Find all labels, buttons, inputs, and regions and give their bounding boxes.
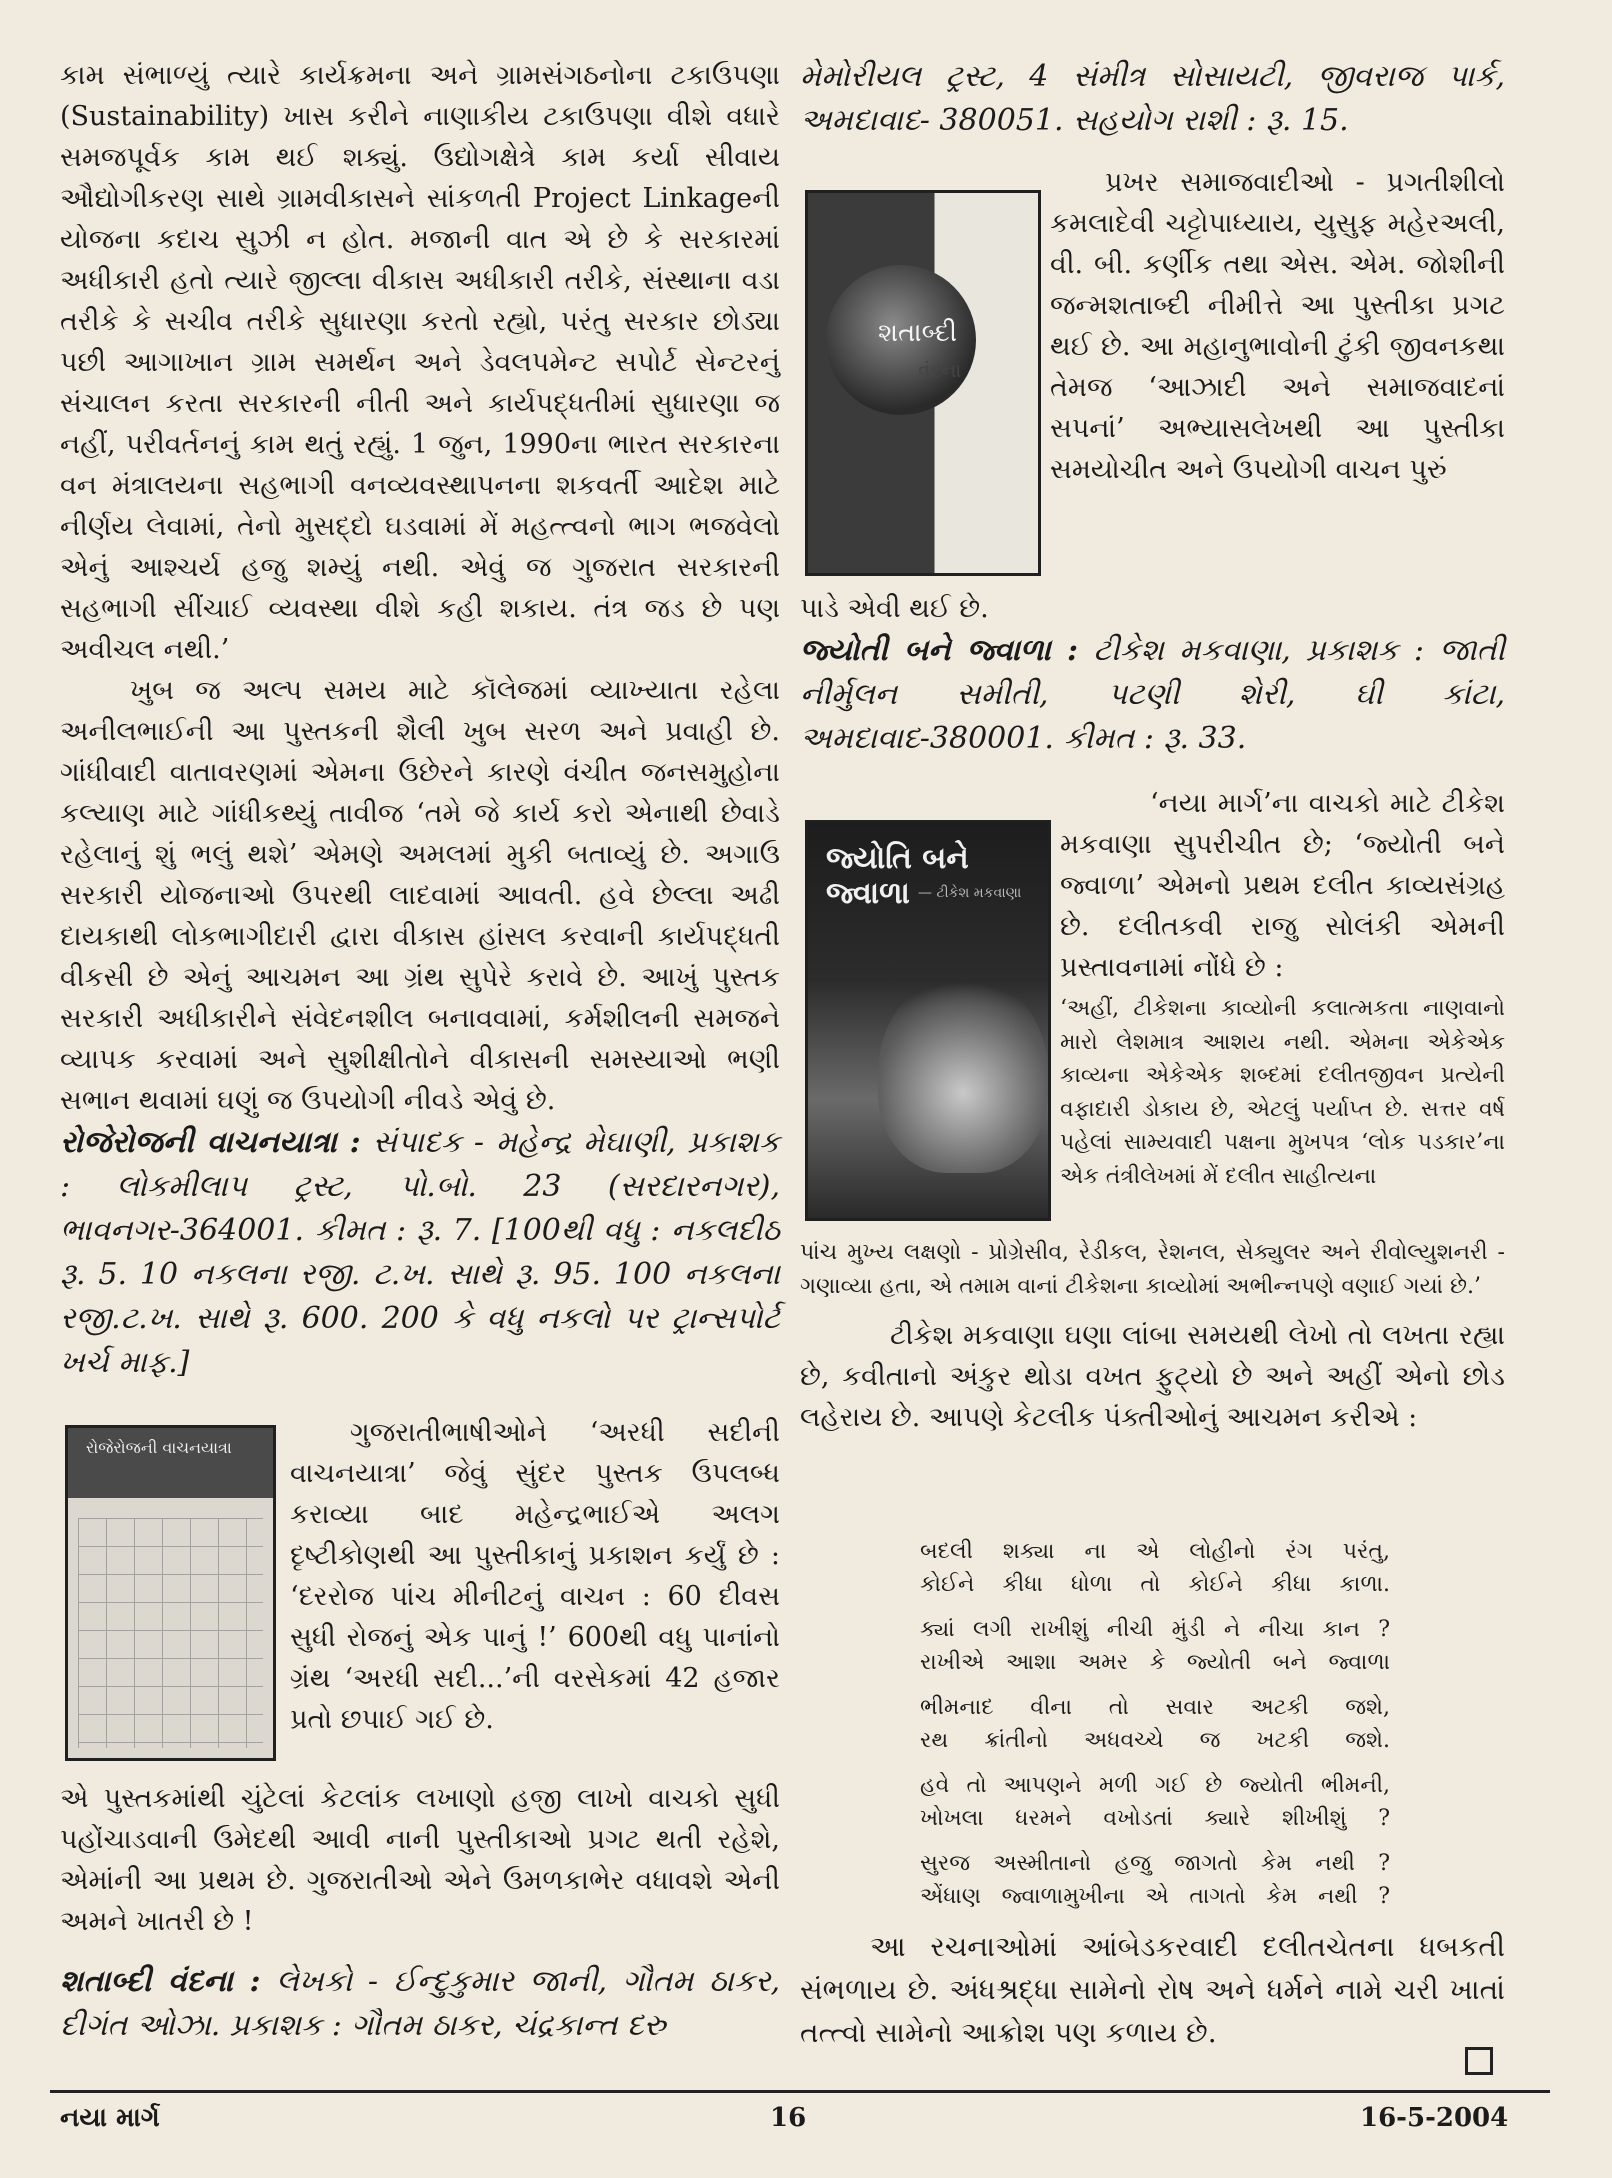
book-cover-image [65,1425,276,1761]
paragraph: એ પુસ્તકમાંથી ચુંટેલાં કેટલાંક લખાણો હજી લાખો વાચકો સુધી પહોંચાડવાની ઉમેદથી આવી નાની પુસ્તીકાઓ પ્રગટ થતી રહેશે, એમાંની આ પ્રથમ છે. ગુજરાતીઓ એને ઉમળકાભેર વધાવશે એની અમને ખાતરી છે ! [60,1783,780,1937]
right-para1 [1050,162,1505,490]
footer-divider [50,2090,1550,2093]
book-cover-image [805,190,1041,576]
book-title: શતાબ્દી વંદના : [60,1964,261,1999]
right-mid [800,588,1505,761]
paragraph: પાડે એવી થઈ છે. [800,593,989,624]
paragraph: ગુજરાતીભાષીઓને ‘અરધી સદીની વાચનયાત્રા’ જેવું સુંદર પુસ્તક ઉપલબ્ધ કરાવ્યા બાદ મહેન્દ્રભાઈએ અલગ દૃષ્ટીકોણથી આ પુસ્તીકાનું પ્રકાશન કર્યું છે : ‘દરરોજ પાંચ મીનીટનું વાચન : 60 દીવસ સુધી રોજનું એક પાનું !’ 600થી વધુ પાનાંનો ગ્રંથ ‘અરધી સદી...’ની વરસેકમાં 42 હજાર પ્રતો છપાઈ ગઈ છે. [290,1417,780,1735]
cover-title: શતાબ્દી [878,318,958,348]
poem-stanza [920,1613,1390,1679]
poem-line: રાખીએ આશા અમર કે જ્યોતી બને જ્વાળા [920,1650,1390,1675]
end-mark-icon [1465,2047,1493,2075]
book-details: ટીકેશ મકવાણા, પ્રકાશક : જાતી નીર્મુલન સમીતી, પટણી શેરી, ઘી કાંટા, અમદાવાદ-380001. કીમત : રૂ. 33. [800,633,1505,756]
poem-line: ક્યાં લગી રાખીશું નીચી મુંડી ને નીચા કાન ? [920,1617,1390,1642]
book-details: લેખકો - ઈન્દુકુમાર જાની, ગૌતમ ઠાકર, દીગંત ઓઝા. પ્રકાશક : ગૌતમ ઠાકર, ચંદ્રકાન્ત દરુ [60,1964,780,2043]
poem-line: સુરજ અસ્મીતાનો હજુ જાગતો કેમ નથી ? [920,1851,1390,1876]
book-details: સંપાદક - મહેન્દ્ર મેઘાણી, પ્રકાશક : લોકમીલાપ ટ્રસ્ટ, પો.બો. 23 (સરદારનગર), ભાવનગર-364001. કીમત : રૂ. 7. [100થી વધુ : નકલદીઠ રૂ. 5. 10 નકલના રજી. ટ.ખ. સાથે રૂ. 95. 100 નકલના રજી.ટ.ખ. સાથે રૂ. 600. 200 કે વધુ નકલો પર ટ્રાન્સપોર્ટ ખર્ચ માફ.] [60,1125,780,1380]
cover-subtitle: વંદના [918,358,962,382]
right-para2 [1060,783,1505,1193]
footer-date: 16-5-2004 [1360,2103,1509,2133]
book-listing [60,1121,780,1385]
right-top [800,55,1505,143]
quote: ‘અહીં, ટીકેશના કાવ્યોની કલાત્મકતા નાણવાનો મારો લેશમાત્ર આશય નથી. એમના એકેએક કાવ્યના એકેએક શબ્દમાં દલીતજીવન પ્રત્યેની વફાદારી ડોકાય છે, એટલું પર્યાપ્ત છે. સત્તર વર્ષ પહેલાં સામ્યવાદી પક્ષના મુખપત્ર ‘લોક પડકાર’ના એક તંત્રીલેખમાં મેં દલીત સાહીત્યના [1060,996,1505,1189]
paragraph: કામ સંભાળ્યું ત્યારે કાર્યક્રમના અને ગ્રામસંગઠનોના ટકાઉપણા (Sustainability) ખાસ કરીને નાણાકીય ટકાઉપણા વીશે વધારે સમજપૂર્વક કામ થઈ શક્યું. ઉદ્યોગક્ષેત્રે કામ કર્યા સીવાય ઔદ્યોગીકરણ સાથે ગ્રામવીકાસને સાંકળતી Project Linkageની યોજના કદાચ સુઝી ન હોત. મજાની વાત એ છે કે સરકારમાં અધીકારી હતો ત્યારે જીલ્લા વીકાસ અધીકારી તરીકે, સંસ્થાના વડા તરીકે કે સચીવ તરીકે સુધારણા કરતો રહ્યો, પરંતુ સરકાર છોડ્યા પછી આગાખાન ગ્રામ સમર્થન અને ડેવલપમેન્ટ સપોર્ટ સેન્ટરનું સંચાલન કરતા સરકારની નીતી અને કાર્યપદ્ધતીમાં સુધારણા જ નહીં, પરીવર્તનનું કામ થતું રહ્યું. 1 જુન, 1990ના ભારત સરકારના વન મંત્રાલયના સહભાગી વનવ્યવસ્થાપનના શકવર્તી આદેશ માટે નીર્ણય લેવામાં, તેનો મુસદ્દો ઘડવામાં મેં મહત્ત્વનો ભાગ ભજવેલો એનું આશ્ચર્ય હજુ શમ્યું નથી. એવું જ ગુજરાત સરકારની સહભાગી સીંચાઈ વ્યવસ્થા વીશે કહી શકાય. તંત્ર જડ છે પણ અવીચલ નથી.’ [60,60,780,665]
quote: પાંચ મુખ્ય લક્ષણો - પ્રોગ્રેસીવ, રેડીકલ, રેશનલ, સેક્યુલર અને રીવોલ્યુશનરી - ગણાવ્યા હતા, એ તમામ વાનાં ટીકેશના કાવ્યોમાં અભીન્નપણે વણાઈ ગયાં છે.’ [800,1240,1505,1299]
cover-title: જ્યોતિ બને જ્વાળા [826,841,969,911]
poem-line: હવે તો આપણને મળી ગઈ છે જ્યોતી ભીમની, [920,1773,1390,1798]
left-lower-block [290,1412,780,1740]
poem-line: રથ ક્રાંતીનો અધવચ્ચે જ ખટકી જશે. [920,1728,1390,1753]
poem-line: બદલી શક્યા ના એ લોહીનો રંગ પરંતુ, [920,1539,1390,1564]
paragraph: ખુબ જ અલ્પ સમય માટે કૉલેજમાં વ્યાખ્યાતા રહેલા અનીલભાઈની આ પુસ્તકની શૈલી ખુબ સરળ અને પ્રવાહી છે. ગાંધીવાદી વાતાવરણમાં એમના ઉછેરને કારણે વંચીત જનસમુહોના કલ્યાણ માટે ગાંધીકથ્યું તાવીજ ‘તમે જે કાર્ય કરો એનાથી છેવાડે રહેલાનું શું ભલું થશે’ એમણે અમલમાં મુકી બતાવ્યું છે. અગાઉ સરકારી યોજનાઓ ઉપરથી લાદવામાં આવતી. હવે છેલ્લા અઢી દાયકાથી લોકભાગીદારી દ્વારા વીકાસ હાંસલ કરવાની કાર્યપદ્ધતી વીકસી છે એનું આચમન આ ગ્રંથ સુપેરે કરાવે છે. આખું પુસ્તક સરકારી અધીકારીને સંવેદનશીલ બનાવવામાં, કર્મશીલની સમજને વ્યાપક કરવામાં અને સુશીક્ષીતોને વીકાસની સમસ્યાઓ ભણી સભાન થવામાં ઘણું જ ઉપયોગી નીવડે એવું છે. [60,675,780,1116]
left-column [60,55,780,1385]
paragraph: ‘નયા માર્ગ’ના વાચકો માટે ટીકેશ મકવાણા સુપરીચીત છે; ‘જ્યોતી બને જ્વાળા’ એમનો પ્રથમ દલીત કાવ્યસંગ્રહ છે. દલીતકવી રાજુ સોલંકી એમની પ્રસ્તાવનામાં નોંધે છે : [1060,788,1505,983]
book-details: મેમોરીયલ ટ્રસ્ટ, 4 સંમીત્ર સોસાયટી, જીવરાજ પાર્ક, અમદાવાદ- 380051. સહયોગ રાશી : રૂ. 15. [800,59,1505,138]
paragraph: પ્રખર સમાજવાદીઓ - પ્રગતીશીલો કમલાદેવી ચટ્ટોપાધ્યાય, યુસુફ મહેરઅલી, વી. બી. કર્ણીક તથા એસ. એમ. જોશીની જન્મશતાબ્દી નીમીત્તે આ પુસ્તીકા પ્રગટ થઈ છે. આ મહાનુભાવોની ટુંકી જીવનકથા તેમજ ‘આઝાદી અને સમાજવાદનાં સપનાં’ અભ્યાસલેખથી આ પુસ્તીકા સમયોચીત અને ઉપયોગી વાચન પુરું [1050,167,1505,485]
poem-line: ખોખલા ધરમને વખોડતાં ક્યારે શીખીશું ? [920,1806,1390,1831]
right-lower [800,1236,1505,1438]
poem-line: ભીમનાદ વીના તો સવાર અટકી જશે, [920,1695,1390,1720]
cover-title: રોજેરોજની વાચનયાત્રા [86,1438,232,1457]
book-title: રોજેરોજની વાચનયાત્રા : [60,1125,361,1160]
poem-stanza [920,1535,1390,1601]
book-listing [800,629,1505,761]
paragraph: ટીકેશ મકવાણા ઘણા લાંબા સમયથી લેખો તો લખતા રહ્યા છે, કવીતાનો અંકુર થોડા વખત ફુટ્યો છે અને અહીં એનો છોડ લહેરાય છે. આપણે કેટલીક પંક્તીઓનું આચમન કરીએ : [800,1320,1505,1433]
book-listing [60,1960,780,2048]
poem-line: એંધાણ જ્વાળામુખીના એ તાગતો કેમ નથી ? [920,1884,1390,1909]
book-cover-image [805,820,1051,1221]
poem-stanza [920,1769,1390,1835]
left-bottom-block [60,1778,780,2048]
page-number: 16 [770,2103,807,2133]
cover-author: — ટીકેશ મકવાણા [918,885,1022,901]
poem-stanza [920,1691,1390,1757]
right-final [800,1925,1505,2054]
paragraph: આ રચનાઓમાં આંબેડકરવાદી દલીતચેતના ધબકતી સંભળાય છે. અંધશ્રદ્ધા સામેનો રોષ અને ધર્મને નામે ચરી ખાતાં તત્ત્વો સામેનો આક્રોશ પણ કળાય છે. [800,1930,1505,2049]
poem [920,1535,1390,1925]
book-title: જ્યોતી બને જ્વાળા : [800,633,1079,668]
poem-line: કોઈને કીધા ધોળા તો કોઈને કીધા કાળા. [920,1572,1390,1597]
poem-stanza [920,1847,1390,1913]
footer-magazine: નયા માર્ગ [60,2103,160,2133]
